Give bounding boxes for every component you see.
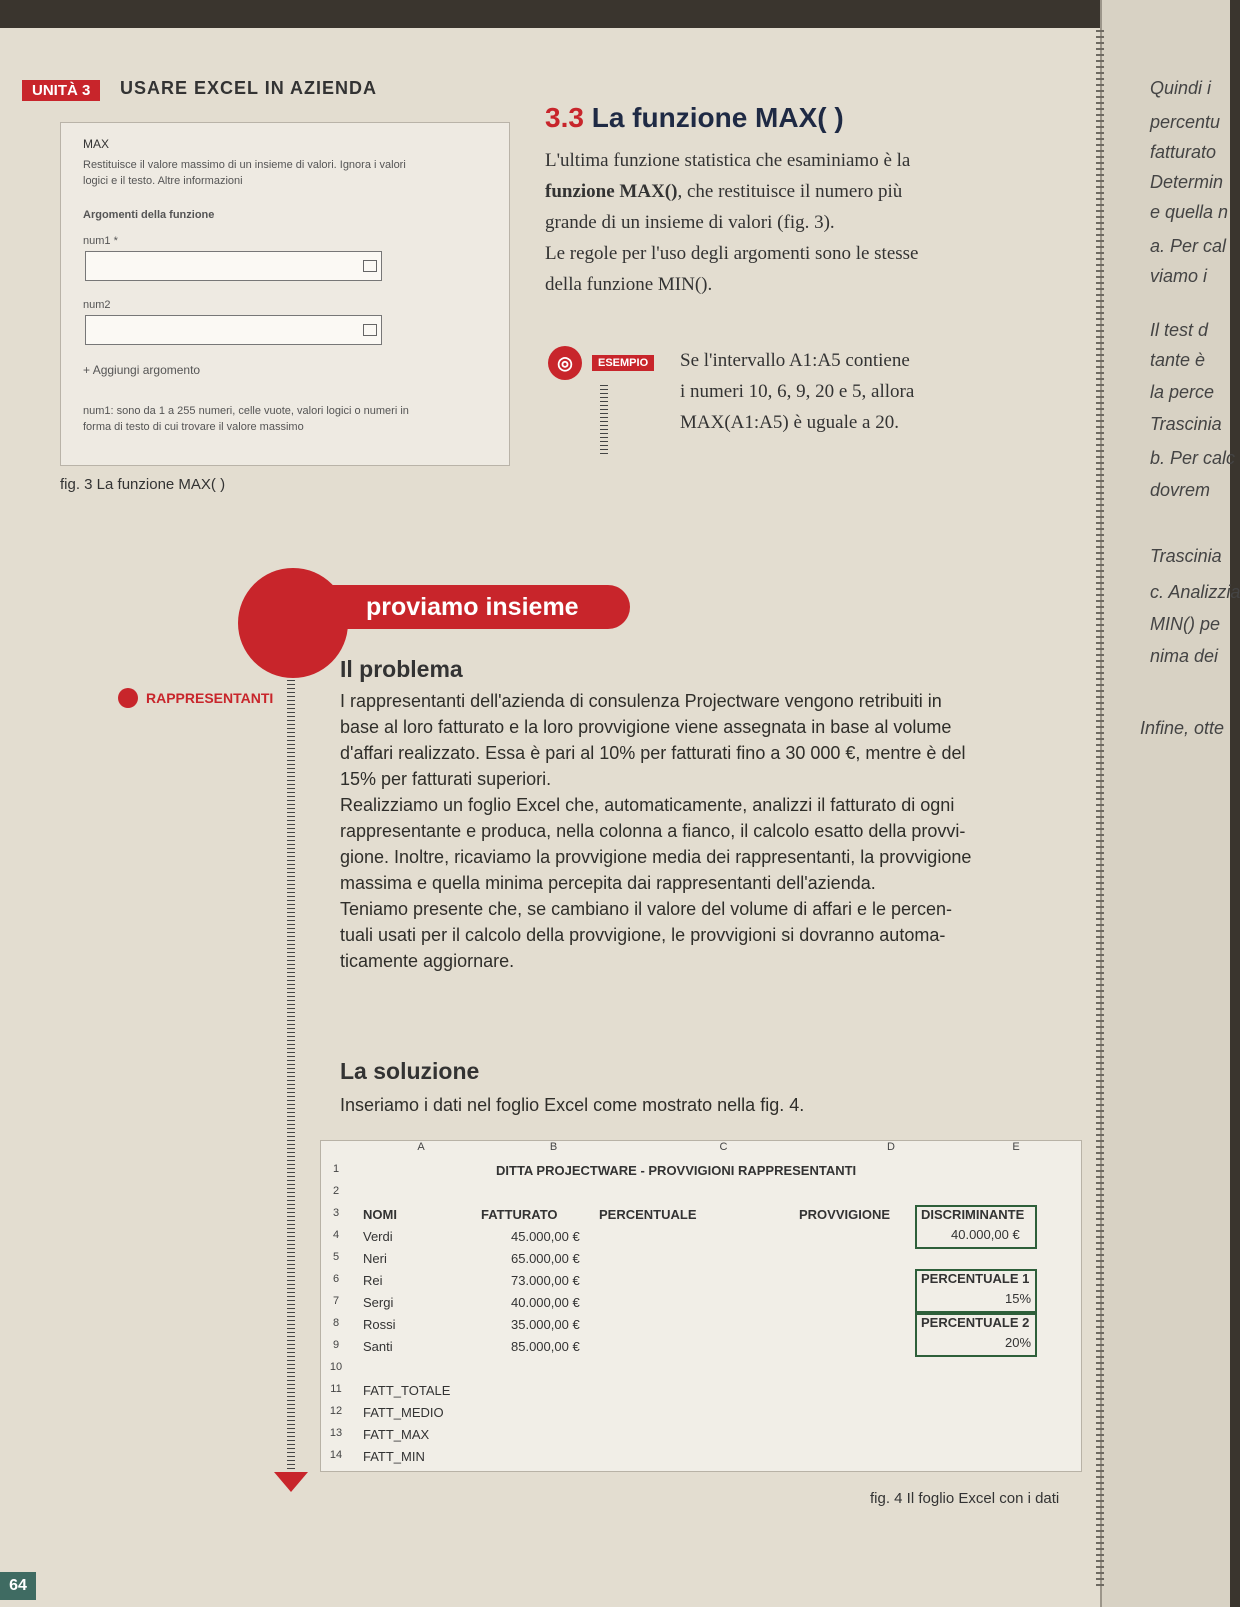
problem-line: d'affari realizzato. Essa è pari al 10% per fatturati fino a 30 000 €, mentre è del	[340, 743, 966, 763]
row-number: 13	[329, 1427, 343, 1439]
dialog-help-1: num1: sono da 1 a 255 numeri, celle vuote, valori logici o numeri in	[83, 405, 409, 417]
num1-field[interactable]	[85, 251, 382, 281]
section-bold: funzione MAX()	[545, 181, 678, 202]
left-rule	[287, 680, 295, 1470]
sheet-title[interactable]: DITTA PROJECTWARE - PROVVIGIONI RAPPRESENTANTI	[496, 1163, 857, 1178]
right-page-text: MIN() pe	[1150, 614, 1221, 634]
right-page-text: Trascinia	[1150, 546, 1222, 566]
example-line: MAX(A1:A5) è uguale a 20.	[680, 412, 899, 433]
row-number: 3	[332, 1207, 340, 1219]
right-page-text: dovrem	[1150, 480, 1211, 500]
row-number: 4	[332, 1229, 340, 1241]
page-number: 64	[0, 1572, 36, 1600]
unit-badge: UNITÀ 3	[22, 80, 100, 101]
section-line: Le regole per l'uso degli argomenti sono le stesse	[545, 243, 919, 264]
column-header-b[interactable]: B	[549, 1141, 558, 1153]
cell-name[interactable]: Rossi	[363, 1317, 396, 1332]
problem-line: ticamente aggiornare.	[340, 951, 515, 971]
row-number: 10	[329, 1361, 343, 1373]
proviamo-banner: proviamo insieme	[330, 585, 630, 629]
cell-fatturato[interactable]: 35.000,00 €	[511, 1317, 580, 1332]
solution-text: Inseriamo i dati nel foglio Excel come mostrato nella fig. 4.	[340, 1095, 805, 1115]
fig3-caption: fig. 3 La funzione MAX( )	[60, 476, 226, 493]
problem-line: Realizziamo un foglio Excel che, automaticamente, analizzi il fatturato di ogni	[340, 795, 955, 815]
target-icon: ◎	[548, 346, 582, 380]
representatives-tag: RAPPRESENTANTI	[146, 690, 274, 706]
dialog-args-label: Argomenti della funzione	[83, 209, 215, 221]
example-text	[680, 345, 1060, 438]
dialog-help-2: forma di testo di cui trovare il valore massimo	[83, 421, 304, 433]
right-page-text: Determin	[1150, 172, 1224, 192]
cell-label[interactable]: FATT_TOTALE	[363, 1383, 451, 1398]
row-number: 1	[332, 1163, 340, 1175]
section-line: grande di un insieme di valori (fig. 3).	[545, 212, 835, 233]
right-page-text: Trascinia	[1150, 414, 1222, 434]
example-line: i numeri 10, 6, 9, 20 e 5, allora	[680, 381, 915, 402]
cell-name[interactable]: Rei	[363, 1273, 383, 1288]
fig4-caption: fig. 4 Il foglio Excel con i dati	[870, 1490, 1060, 1507]
row-number: 6	[332, 1273, 340, 1285]
problem-line: massima e quella minima percepita dai rappresentanti dell'azienda.	[340, 873, 876, 893]
dialog-desc-2: logici e il testo. Altre informazioni	[83, 175, 243, 187]
right-page-text: a. Per cal	[1150, 236, 1227, 256]
cell-fatturato[interactable]: 65.000,00 €	[511, 1251, 580, 1266]
problem-line: gione. Inoltre, ricaviamo la provvigione media dei rappresentanti, la provvigione	[340, 847, 972, 867]
row-number: 7	[332, 1295, 340, 1307]
dialog-func-name: MAX	[83, 137, 110, 151]
right-page-text: fatturato	[1150, 142, 1217, 162]
cell-label[interactable]: FATT_MIN	[363, 1449, 425, 1464]
row-number: 9	[332, 1339, 340, 1351]
cell-fatturato[interactable]: 85.000,00 €	[511, 1339, 580, 1354]
header-fatturato[interactable]: FATTURATO	[481, 1207, 558, 1222]
right-page-text: percentu	[1150, 112, 1221, 132]
section-title	[545, 102, 844, 134]
percentuale2-value[interactable]: 20%	[1005, 1335, 1032, 1350]
cell-label[interactable]: FATT_MAX	[363, 1427, 430, 1442]
right-page-text: la perce	[1150, 382, 1215, 402]
right-page-text: tante è	[1150, 350, 1206, 370]
column-header-d[interactable]: D	[887, 1141, 895, 1153]
right-page-text: e quella n	[1150, 202, 1229, 222]
percentuale1-label[interactable]: PERCENTUALE 1	[921, 1271, 1030, 1286]
column-header-a[interactable]: A	[417, 1141, 425, 1153]
discriminante-value[interactable]: 40.000,00 €	[951, 1227, 1020, 1242]
cell-fatturato[interactable]: 73.000,00 €	[511, 1273, 580, 1288]
section-number: 3.3	[545, 102, 584, 133]
dialog-desc-1: Restituisce il valore massimo di un insieme di valori. Ignora i valori	[83, 159, 406, 171]
cell-name[interactable]: Neri	[363, 1251, 387, 1266]
problem-title: Il problema	[340, 656, 463, 682]
header-percentuale[interactable]: PERCENTUALE	[599, 1207, 697, 1222]
right-page-text: viamo i	[1150, 266, 1208, 286]
column-header-e[interactable]: E	[1012, 1141, 1020, 1153]
problem-line: rappresentante e produca, nella colonna a fianco, il calcolo esatto della provvi-	[340, 821, 966, 841]
section-line	[545, 176, 1065, 207]
excel-sheet	[320, 1140, 1082, 1472]
row-number: 5	[332, 1251, 340, 1263]
percentuale2-label[interactable]: PERCENTUALE 2	[921, 1315, 1030, 1330]
row-number: 8	[332, 1317, 340, 1329]
problem-line: tuali usati per il calcolo della provvigione, le provvigioni si dovranno automa-	[340, 925, 946, 945]
problem-text	[340, 688, 1100, 974]
section-text	[545, 145, 1065, 300]
problem-line: 15% per fatturati superiori.	[340, 769, 552, 789]
row-number: 14	[329, 1449, 343, 1461]
right-page-text: Quindi i	[1150, 78, 1212, 98]
header-nomi[interactable]: NOMI	[363, 1207, 397, 1222]
example-rule	[600, 385, 608, 455]
plus-icon: +	[83, 363, 93, 377]
unit-title: USARE EXCEL IN AZIENDA	[120, 78, 378, 98]
percentuale1-value[interactable]: 15%	[1005, 1291, 1032, 1306]
right-page-text: Infine, otte	[1140, 718, 1225, 738]
row-number: 11	[330, 1383, 342, 1395]
dialog-num1-label: num1 *	[83, 235, 118, 247]
right-page-text: Il test d	[1150, 320, 1209, 340]
cell-fatturato[interactable]: 45.000,00 €	[511, 1229, 580, 1244]
solution-title: La soluzione	[340, 1058, 480, 1084]
cell-label[interactable]: FATT_MEDIO	[363, 1405, 444, 1420]
example-line: Se l'intervallo A1:A5 contiene	[680, 350, 910, 371]
cell-fatturato[interactable]: 40.000,00 €	[511, 1295, 580, 1310]
problem-line: I rappresentanti dell'azienda di consulenza Projectware vengono retribuiti in	[340, 691, 942, 711]
discriminante-label[interactable]: DISCRIMINANTE	[921, 1207, 1025, 1222]
add-argument-label: Aggiungi argomento	[92, 363, 201, 377]
example-badge: ESEMPIO	[592, 355, 654, 371]
add-argument-button[interactable]	[83, 363, 200, 377]
section-line-rest: , che restituisce il numero più	[677, 181, 903, 202]
cell-name[interactable]: Verdi	[363, 1229, 393, 1244]
range-picker-icon[interactable]	[363, 324, 377, 336]
section-line: della funzione MIN().	[545, 274, 713, 295]
cell-name[interactable]: Sergi	[363, 1295, 394, 1310]
representative-icon	[118, 688, 138, 708]
range-picker-icon[interactable]	[363, 260, 377, 272]
row-number: 2	[332, 1185, 340, 1197]
row-number: 12	[329, 1405, 343, 1417]
column-header-c[interactable]: C	[719, 1141, 728, 1153]
dialog-num2-label: num2	[83, 299, 111, 311]
problem-line: Teniamo presente che, se cambiano il valore del volume di affari e le percen-	[340, 899, 952, 919]
right-page-text: nima dei	[1150, 646, 1219, 666]
down-arrow-icon	[274, 1472, 308, 1492]
problem-line: base al loro fatturato e la loro provvigione viene assegnata in base al volume	[340, 717, 952, 737]
section-line: L'ultima funzione statistica che esaminiamo è la	[545, 150, 911, 171]
right-page-text: c. Analizzia	[1150, 582, 1240, 602]
right-page-text: b. Per calc	[1150, 448, 1236, 468]
section-title-text: La funzione MAX( )	[591, 102, 844, 133]
header-provvigione[interactable]: PROVVIGIONE	[799, 1207, 891, 1222]
function-dialog	[60, 122, 510, 466]
num2-field[interactable]	[85, 315, 382, 345]
cell-name[interactable]: Santi	[363, 1339, 393, 1354]
